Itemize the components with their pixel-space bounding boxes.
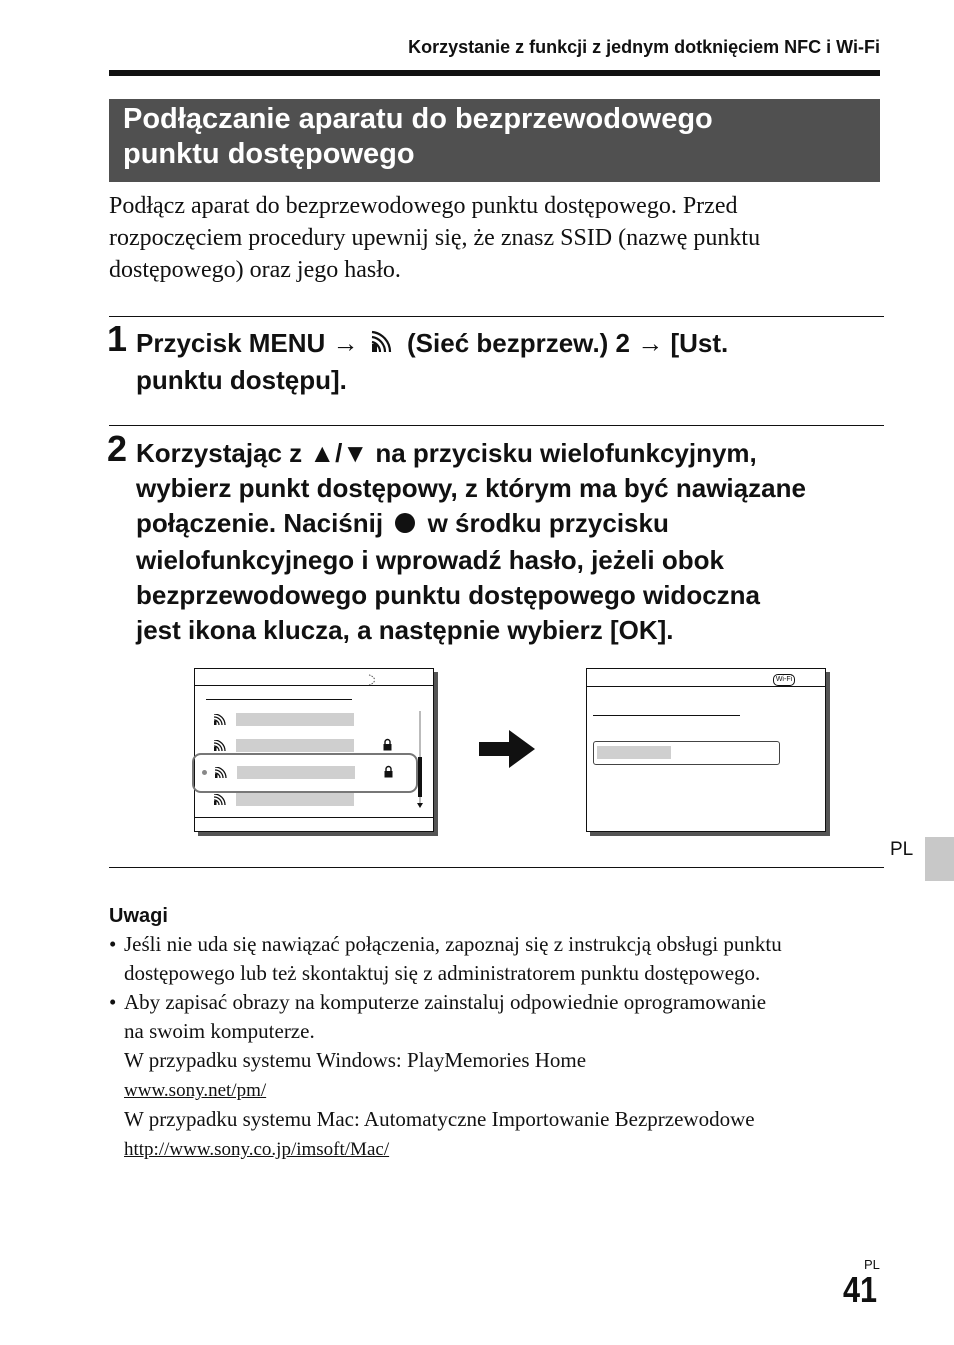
center-button-icon <box>394 508 416 543</box>
note-mac-link-row <box>109 1134 889 1164</box>
step2-rule <box>109 425 884 426</box>
note-line: • Jeśli nie uda się nawiązać połączenia, zapoznaj się z instrukcją obsługi punktu <box>124 932 782 956</box>
page-number: 41 <box>843 1269 878 1310</box>
step1-part1: Przycisk MENU <box>136 328 326 358</box>
step2-line: wybierz punkt dostępowy, z którym ma być nawiązane <box>136 473 806 503</box>
intro-line: rozpoczęciem procedury upewnij się, że znasz SSID (nazwę punktu <box>109 225 761 251</box>
side-language-tab <box>925 837 954 881</box>
access-point-row[interactable] <box>213 738 413 754</box>
step2-line: bezprzewodowego punktu dostępowego widoczna <box>136 580 760 610</box>
wifi-signal-icon <box>213 714 227 726</box>
windows-url-link[interactable]: www.sony.net/pm/ <box>124 1080 267 1101</box>
note-line: na swoim komputerze. <box>124 1019 315 1043</box>
notes-body <box>109 930 889 1164</box>
notes-title: Uwagi <box>109 905 168 927</box>
note-windows: W przypadku systemu Windows: PlayMemories Home <box>124 1048 587 1072</box>
screen-header-rule <box>587 686 825 687</box>
header-rule <box>109 70 880 76</box>
step2-line: jest ikona klucza, a następnie wybierz [OK]. <box>136 615 674 645</box>
note-line: dostępowego lub też skontaktuj się z administratorem punktu dostępowego. <box>124 961 761 985</box>
notes-rule <box>109 867 884 868</box>
wireless-icon <box>370 328 396 363</box>
password-placeholder <box>597 746 671 759</box>
password-entry-screen <box>586 668 826 832</box>
section-title-line1: Podłączanie aparatu do bezprzewodowego <box>123 103 713 135</box>
access-point-row[interactable] <box>213 792 413 808</box>
screen-title-line <box>593 715 740 716</box>
scroll-down-icon <box>417 803 423 808</box>
step1-part2: (Sieć bezprzew.) 2 <box>407 328 631 358</box>
step1-line2: punktu dostępu]. <box>136 365 347 395</box>
side-language-label: PL <box>890 839 914 860</box>
note-bullet <box>109 988 889 1046</box>
password-input[interactable] <box>593 741 780 765</box>
step1-number: 1 <box>107 318 128 359</box>
intro-line: Podłącz aparat do bezprzewodowego punktu dostępowego. Przed <box>109 193 738 219</box>
step1-rule <box>109 316 884 317</box>
ssid-placeholder <box>236 739 354 752</box>
selected-dot-icon <box>202 770 207 775</box>
arrow-right-icon <box>479 730 535 768</box>
lock-icon <box>383 738 392 751</box>
arrow-glyph: → <box>332 328 359 358</box>
step1-text <box>136 326 886 398</box>
wifi-signal-icon <box>213 740 227 752</box>
scrollbar-thumb[interactable] <box>418 757 422 797</box>
access-point-row-selected[interactable] <box>192 753 418 793</box>
screen-header-rule <box>195 685 433 686</box>
arrow-glyph: → <box>637 328 664 358</box>
step2-line3a: połączenie. Naciśnij <box>136 508 384 538</box>
section-title <box>109 99 880 182</box>
note-windows-link-row <box>109 1075 889 1105</box>
section-title-line2: punktu dostępowego <box>123 138 415 170</box>
step2-number: 2 <box>107 428 128 469</box>
intro-line: dostępowego) oraz jego hasło. <box>109 257 401 283</box>
step2-line3b: w środku przycisku <box>427 508 669 538</box>
screen-title-line <box>206 699 352 700</box>
note-mac: W przypadku systemu Mac: Automatyczne Importowanie Bezprzewodowe <box>124 1107 755 1131</box>
access-point-list-screen <box>194 668 434 832</box>
ssid-placeholder <box>237 766 355 779</box>
wifi-signal-icon <box>214 767 228 779</box>
intro-paragraph <box>109 190 869 286</box>
lock-icon <box>384 765 393 778</box>
wifi-badge-icon: Wi-Fi <box>773 674 795 686</box>
note-bullet <box>109 930 889 988</box>
step2-text <box>136 436 886 648</box>
wifi-signal-icon <box>213 794 227 806</box>
mac-url-link[interactable]: http://www.sony.co.jp/imsoft/Mac/ <box>124 1139 390 1160</box>
note-line: • Aby zapisać obrazy na komputerze zainstaluj odpowiednie oprogramowanie <box>124 990 767 1014</box>
access-point-row[interactable] <box>213 712 413 728</box>
running-header: Korzystanie z funkcji z jednym dotknięciem NFC i Wi-Fi <box>408 37 880 57</box>
page-language: PL <box>864 1257 880 1272</box>
step2-line: Korzystając z ▲/▼ na przycisku wielofunkcyjnym, <box>136 438 757 468</box>
ssid-placeholder <box>236 793 354 806</box>
screen-footer-rule <box>195 817 433 818</box>
step2-line: wielofunkcyjnego i wprowadź hasło, jeżeli obok <box>136 545 724 575</box>
ssid-placeholder <box>236 713 354 726</box>
step1-part3: [Ust. <box>670 328 729 358</box>
